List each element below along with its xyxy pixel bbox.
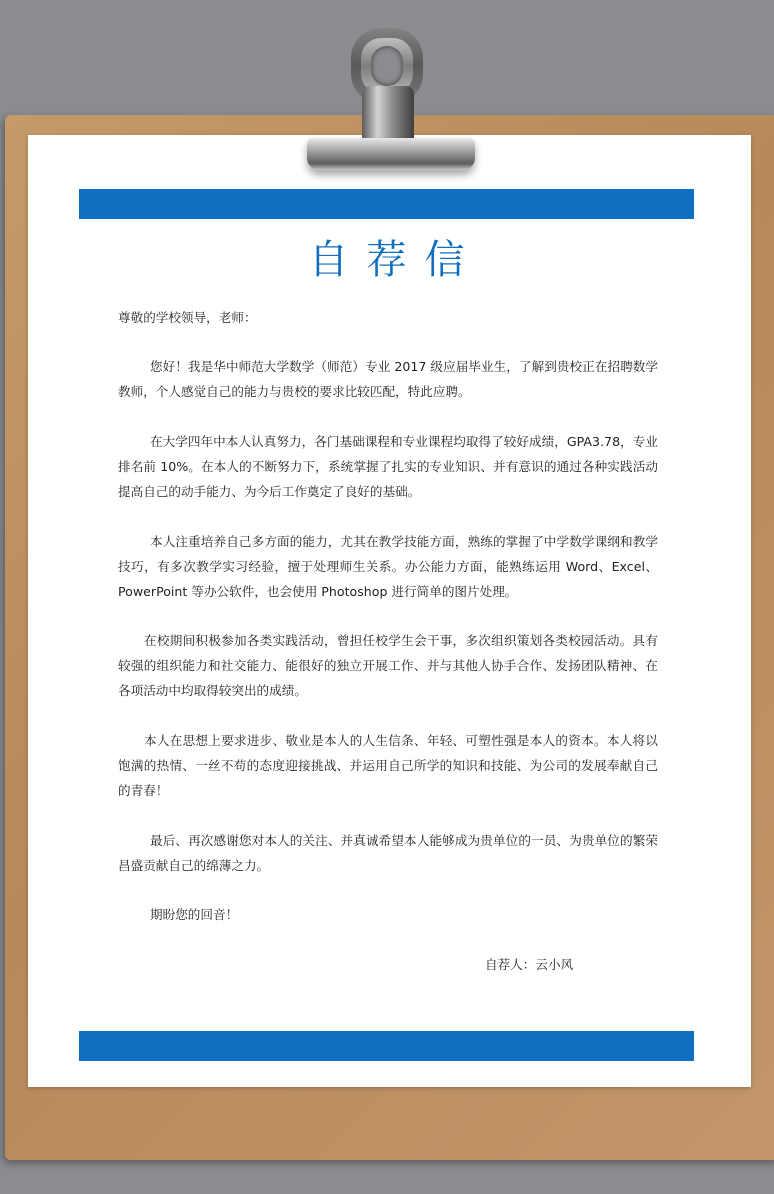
letter-paragraph-5: 本人在思想上要求进步、敬业是本人的人生信条、年轻、可塑性强是本人的资本。本人将以饱满的热情、一丝不苟的态度迎接挑战、并运用自己所学的知识和技能、为公司的发展奉献自己的青春！ — [118, 733, 658, 798]
letter-paragraph-3: 本人注重培养自己多方面的能力，尤其在教学技能方面，熟练的掌握了中学数学课纲和教学技巧，有多次教学实习经验，擅于处理师生关系。办公能力方面，能熟练运用 Word、Excel、PowerPoint 等办公软件，也会使用 Photoshop 进行简单的图片处理。 — [118, 534, 658, 599]
letter-paragraph-7: 期盼您的回音！ — [150, 907, 239, 922]
header-accent-bar — [79, 189, 694, 219]
letter-greeting: 尊敬的学校领导，老师： — [118, 310, 257, 325]
binder-clip-base — [307, 138, 475, 170]
letter-signature: 自荐人：云小风 — [485, 957, 574, 972]
letter-paragraph-1: 您好！我是华中师范大学数学（师范）专业 2017 级应届毕业生，了解到贵校正在招聘数学教师，个人感觉自己的能力与贵校的要求比较匹配，特此应聘。 — [118, 359, 658, 399]
binder-clip-hole — [371, 46, 403, 86]
footer-accent-bar — [79, 1031, 694, 1061]
letter-paragraph-6: 最后、再次感谢您对本人的关注、并真诚希望本人能够成为贵单位的一员、为贵单位的繁荣昌盛贡献自己的绵薄之力。 — [118, 833, 658, 873]
letter-paragraph-4: 在校期间积极参加各类实践活动，曾担任校学生会干事，多次组织策划各类校园活动。具有较强的组织能力和社交能力、能很好的独立开展工作、并与其他人协手合作、发扬团队精神、在各项活动中均取得较突出的成绩。 — [118, 633, 658, 698]
letter-title: 自荐信 — [308, 237, 483, 283]
letter-paragraph-2: 在大学四年中本人认真努力，各门基础课程和专业课程均取得了较好成绩，GPA3.78，专业排名前 10%。在本人的不断努力下，系统掌握了扎实的专业知识、并有意识的通过各种实践活动提高自己的动手能力、为今后工作奠定了良好的基础。 — [118, 434, 658, 499]
